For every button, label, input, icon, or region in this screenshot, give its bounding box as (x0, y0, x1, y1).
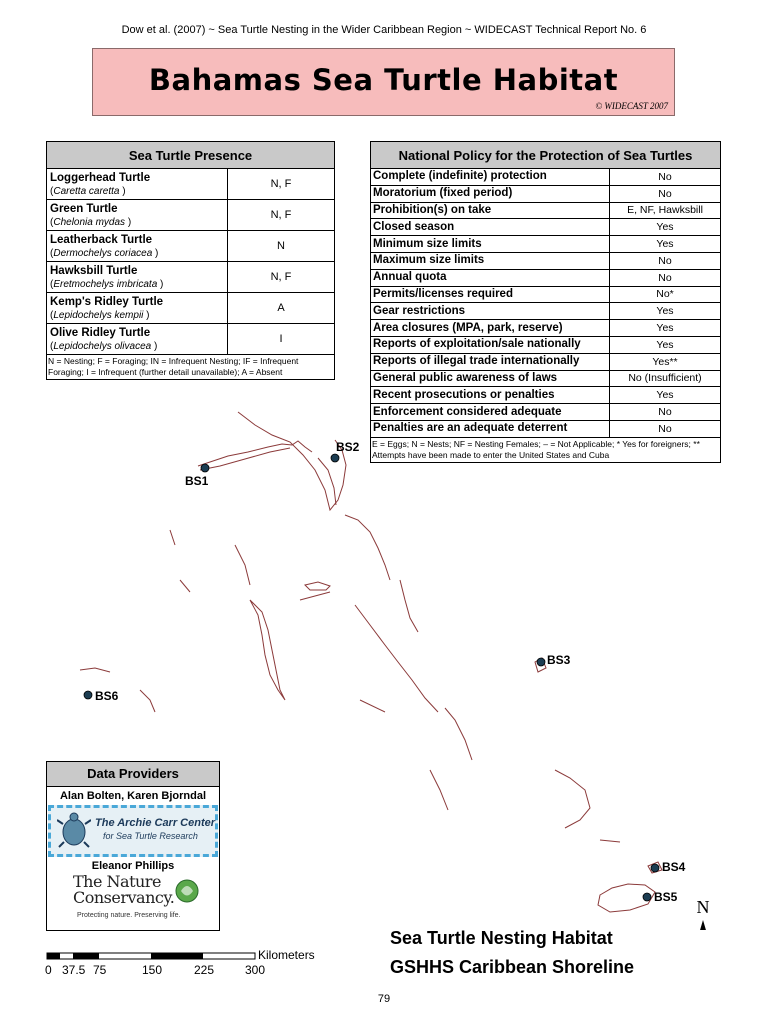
island-andros (250, 600, 285, 700)
sea-turtle-icon (57, 812, 91, 850)
north-label: N (696, 897, 710, 917)
island-eleuthera (345, 515, 390, 580)
policy-label: Closed season (371, 219, 610, 236)
policy-label: Recent prosecutions or penalties (371, 387, 610, 404)
title-banner (92, 48, 675, 116)
globe-leaf-icon (175, 878, 199, 904)
table-row (371, 269, 721, 286)
policy-label: Annual quota (371, 269, 610, 286)
site-marker-bs2 (331, 454, 339, 462)
policy-value: E, NF, Hawksbill (610, 202, 721, 219)
scale-tick: 300 (245, 963, 266, 977)
policy-value: No (610, 185, 721, 202)
presence-legend: N = Nesting; F = Foraging; IN = Infrequent Nesting; IF = Infrequent Foraging; I = Infrequent (further detail unavailable); A = Absent (47, 355, 335, 380)
copyright-notice: © WIDECAST 2007 (595, 101, 668, 111)
policy-value: No (610, 269, 721, 286)
presence-heading: Sea Turtle Presence (47, 142, 335, 169)
table-row (371, 236, 721, 253)
scale-tick: 0 (45, 963, 52, 977)
island-grand-bahama-south (200, 448, 290, 470)
provider-name: Alan Bolten, Karen Bjorndal (59, 790, 207, 802)
turtle-name: Olive Ridley Turtle (50, 327, 151, 339)
island-ragged (430, 770, 448, 810)
turtle-scientific-name: Eretmochelys imbricata (53, 279, 158, 290)
policy-label: Permits/licenses required (371, 286, 610, 303)
table-row (371, 219, 721, 236)
turtle-name: Hawksbill Turtle (50, 265, 138, 277)
site-label-bs2: BS2 (336, 440, 360, 454)
provider-name: Eleanor Phillips (91, 860, 175, 872)
turtle-name: Green Turtle (50, 203, 118, 215)
page-number: 79 (377, 993, 391, 1005)
site-label-bs6: BS6 (95, 689, 119, 703)
presence-value: A (228, 293, 335, 324)
table-row (371, 286, 721, 303)
island-grand-bahama (198, 441, 312, 466)
table-row: Leatherback Turtle (Dermochelys coriacea ) N (47, 231, 335, 262)
scale-tick: 150 (142, 963, 163, 977)
turtle-name: Loggerhead Turtle (50, 172, 151, 184)
table-row (371, 370, 721, 387)
policy-value: No (610, 169, 721, 186)
policy-label: Reports of exploitation/sale nationally (371, 336, 610, 353)
nature-conservancy-logo (47, 872, 219, 930)
site-marker-bs3 (537, 658, 545, 666)
policy-value: No (Insufficient) (610, 370, 721, 387)
policy-label: Maximum size limits (371, 252, 610, 269)
cay-fragments (170, 530, 385, 712)
policy-heading: National Policy for the Protection of Sea Turtles (371, 142, 721, 169)
policy-label: Minimum size limits (371, 236, 610, 253)
table-row: Olive Ridley Turtle (Lepidochelys olivacea ) I (47, 324, 335, 355)
acc-logo-line2: for Sea Turtle Research (103, 831, 198, 841)
table-row: Kemp's Ridley Turtle (Lepidochelys kempii ) A (47, 293, 335, 324)
policy-value: Yes (610, 387, 721, 404)
site-label-bs4: BS4 (662, 860, 686, 874)
turtle-name: Leatherback Turtle (50, 234, 153, 246)
presence-value: N (228, 231, 335, 262)
policy-label: Enforcement considered adequate (371, 404, 610, 421)
scale-tick: 37.5 (62, 963, 86, 977)
policy-value: No (610, 404, 721, 421)
scale-unit: Kilometers (258, 948, 315, 962)
legend-nesting-label: Sea Turtle Nesting Habitat (390, 928, 613, 948)
turtle-scientific-name: Caretta caretta (53, 186, 120, 197)
policy-label: Moratorium (fixed period) (371, 185, 610, 202)
policy-value: Yes (610, 303, 721, 320)
site-label-bs3: BS3 (547, 653, 571, 667)
site-label-bs5: BS5 (654, 890, 678, 904)
sea-turtle-presence-table (46, 141, 335, 380)
table-row (371, 169, 721, 186)
table-row (371, 336, 721, 353)
island-mayaguana (600, 840, 620, 842)
scale-tick: 75 (93, 963, 107, 977)
policy-value: Yes (610, 320, 721, 337)
report-citation: Dow et al. (2007) ~ Sea Turtle Nesting in the Wider Caribbean Region ~ WIDECAST Technical Report No. 6 (121, 24, 647, 36)
scale-tick: 225 (194, 963, 215, 977)
presence-value: N, F (228, 200, 335, 231)
policy-value: No* (610, 286, 721, 303)
table-row: Green Turtle (Chelonia mydas ) N, F (47, 200, 335, 231)
island-long (445, 708, 472, 760)
policy-value: No (610, 420, 721, 437)
table-row (371, 320, 721, 337)
table-row (371, 252, 721, 269)
island-andros-west (235, 545, 250, 585)
site-marker-bs6 (84, 691, 92, 699)
data-providers-box (46, 761, 220, 931)
policy-value: Yes (610, 336, 721, 353)
policy-label: Complete (indefinite) protection (371, 169, 610, 186)
turtle-name: Kemp's Ridley Turtle (50, 296, 164, 308)
policy-label: Penalties are an adequate deterrent (371, 420, 610, 437)
island-cay-sal (80, 668, 110, 672)
providers-heading: Data Providers (47, 762, 219, 787)
table-row (371, 202, 721, 219)
site-marker-bs5 (643, 893, 651, 901)
island-exuma-chain (355, 605, 438, 712)
turtle-scientific-name: Chelonia mydas (53, 217, 126, 228)
turtle-scientific-name: Lepidochelys olivacea (53, 341, 152, 352)
island-abaco (238, 412, 346, 510)
site-marker-bs4 (651, 864, 659, 872)
island-cay-sal-south (140, 690, 155, 712)
table-row (371, 185, 721, 202)
table-row: Hawksbill Turtle (Eretmochelys imbricata ) N, F (47, 262, 335, 293)
policy-label: General public awareness of laws (371, 370, 610, 387)
policy-value: Yes (610, 236, 721, 253)
presence-value: N, F (228, 169, 335, 200)
presence-value: I (228, 324, 335, 355)
site-marker-bs1 (201, 464, 209, 472)
north-arrow-icon (686, 920, 720, 930)
site-label-bs1: BS1 (185, 474, 209, 488)
presence-value: N, F (228, 262, 335, 293)
archie-carr-center-logo (48, 805, 218, 857)
turtle-scientific-name: Dermochelys coriacea (53, 248, 153, 259)
tnc-logo-text: The Nature Conservancy. (73, 872, 175, 907)
tnc-tagline: Protecting nature. Preserving life. (77, 912, 181, 919)
policy-legend: E = Eggs; N = Nests; NF = Nesting Females; – = Not Applicable; * Yes for foreigners; ** Attempts have been made to enter the United States and Cuba (371, 437, 721, 462)
island-crooked (555, 770, 590, 828)
legend-shoreline-label: GSHHS Caribbean Shoreline (390, 957, 635, 977)
acc-logo-line1: The Archie Carr Center (95, 817, 216, 829)
policy-value: Yes (610, 219, 721, 236)
policy-label: Prohibition(s) on take (371, 202, 610, 219)
scale-bar (46, 950, 261, 964)
table-row (371, 353, 721, 370)
page-title: Bahamas Sea Turtle Habitat (148, 63, 619, 97)
island-new-providence (305, 582, 330, 590)
table-row: Loggerhead Turtle (Caretta caretta ) N, F (47, 169, 335, 200)
policy-label: Gear restrictions (371, 303, 610, 320)
policy-label: Area closures (MPA, park, reserve) (371, 320, 610, 337)
policy-label: Reports of illegal trade internationally (371, 353, 610, 370)
policy-value: No (610, 252, 721, 269)
turtle-scientific-name: Lepidochelys kempii (53, 310, 144, 321)
island-cat (400, 580, 418, 632)
table-row (371, 303, 721, 320)
policy-value: Yes** (610, 353, 721, 370)
